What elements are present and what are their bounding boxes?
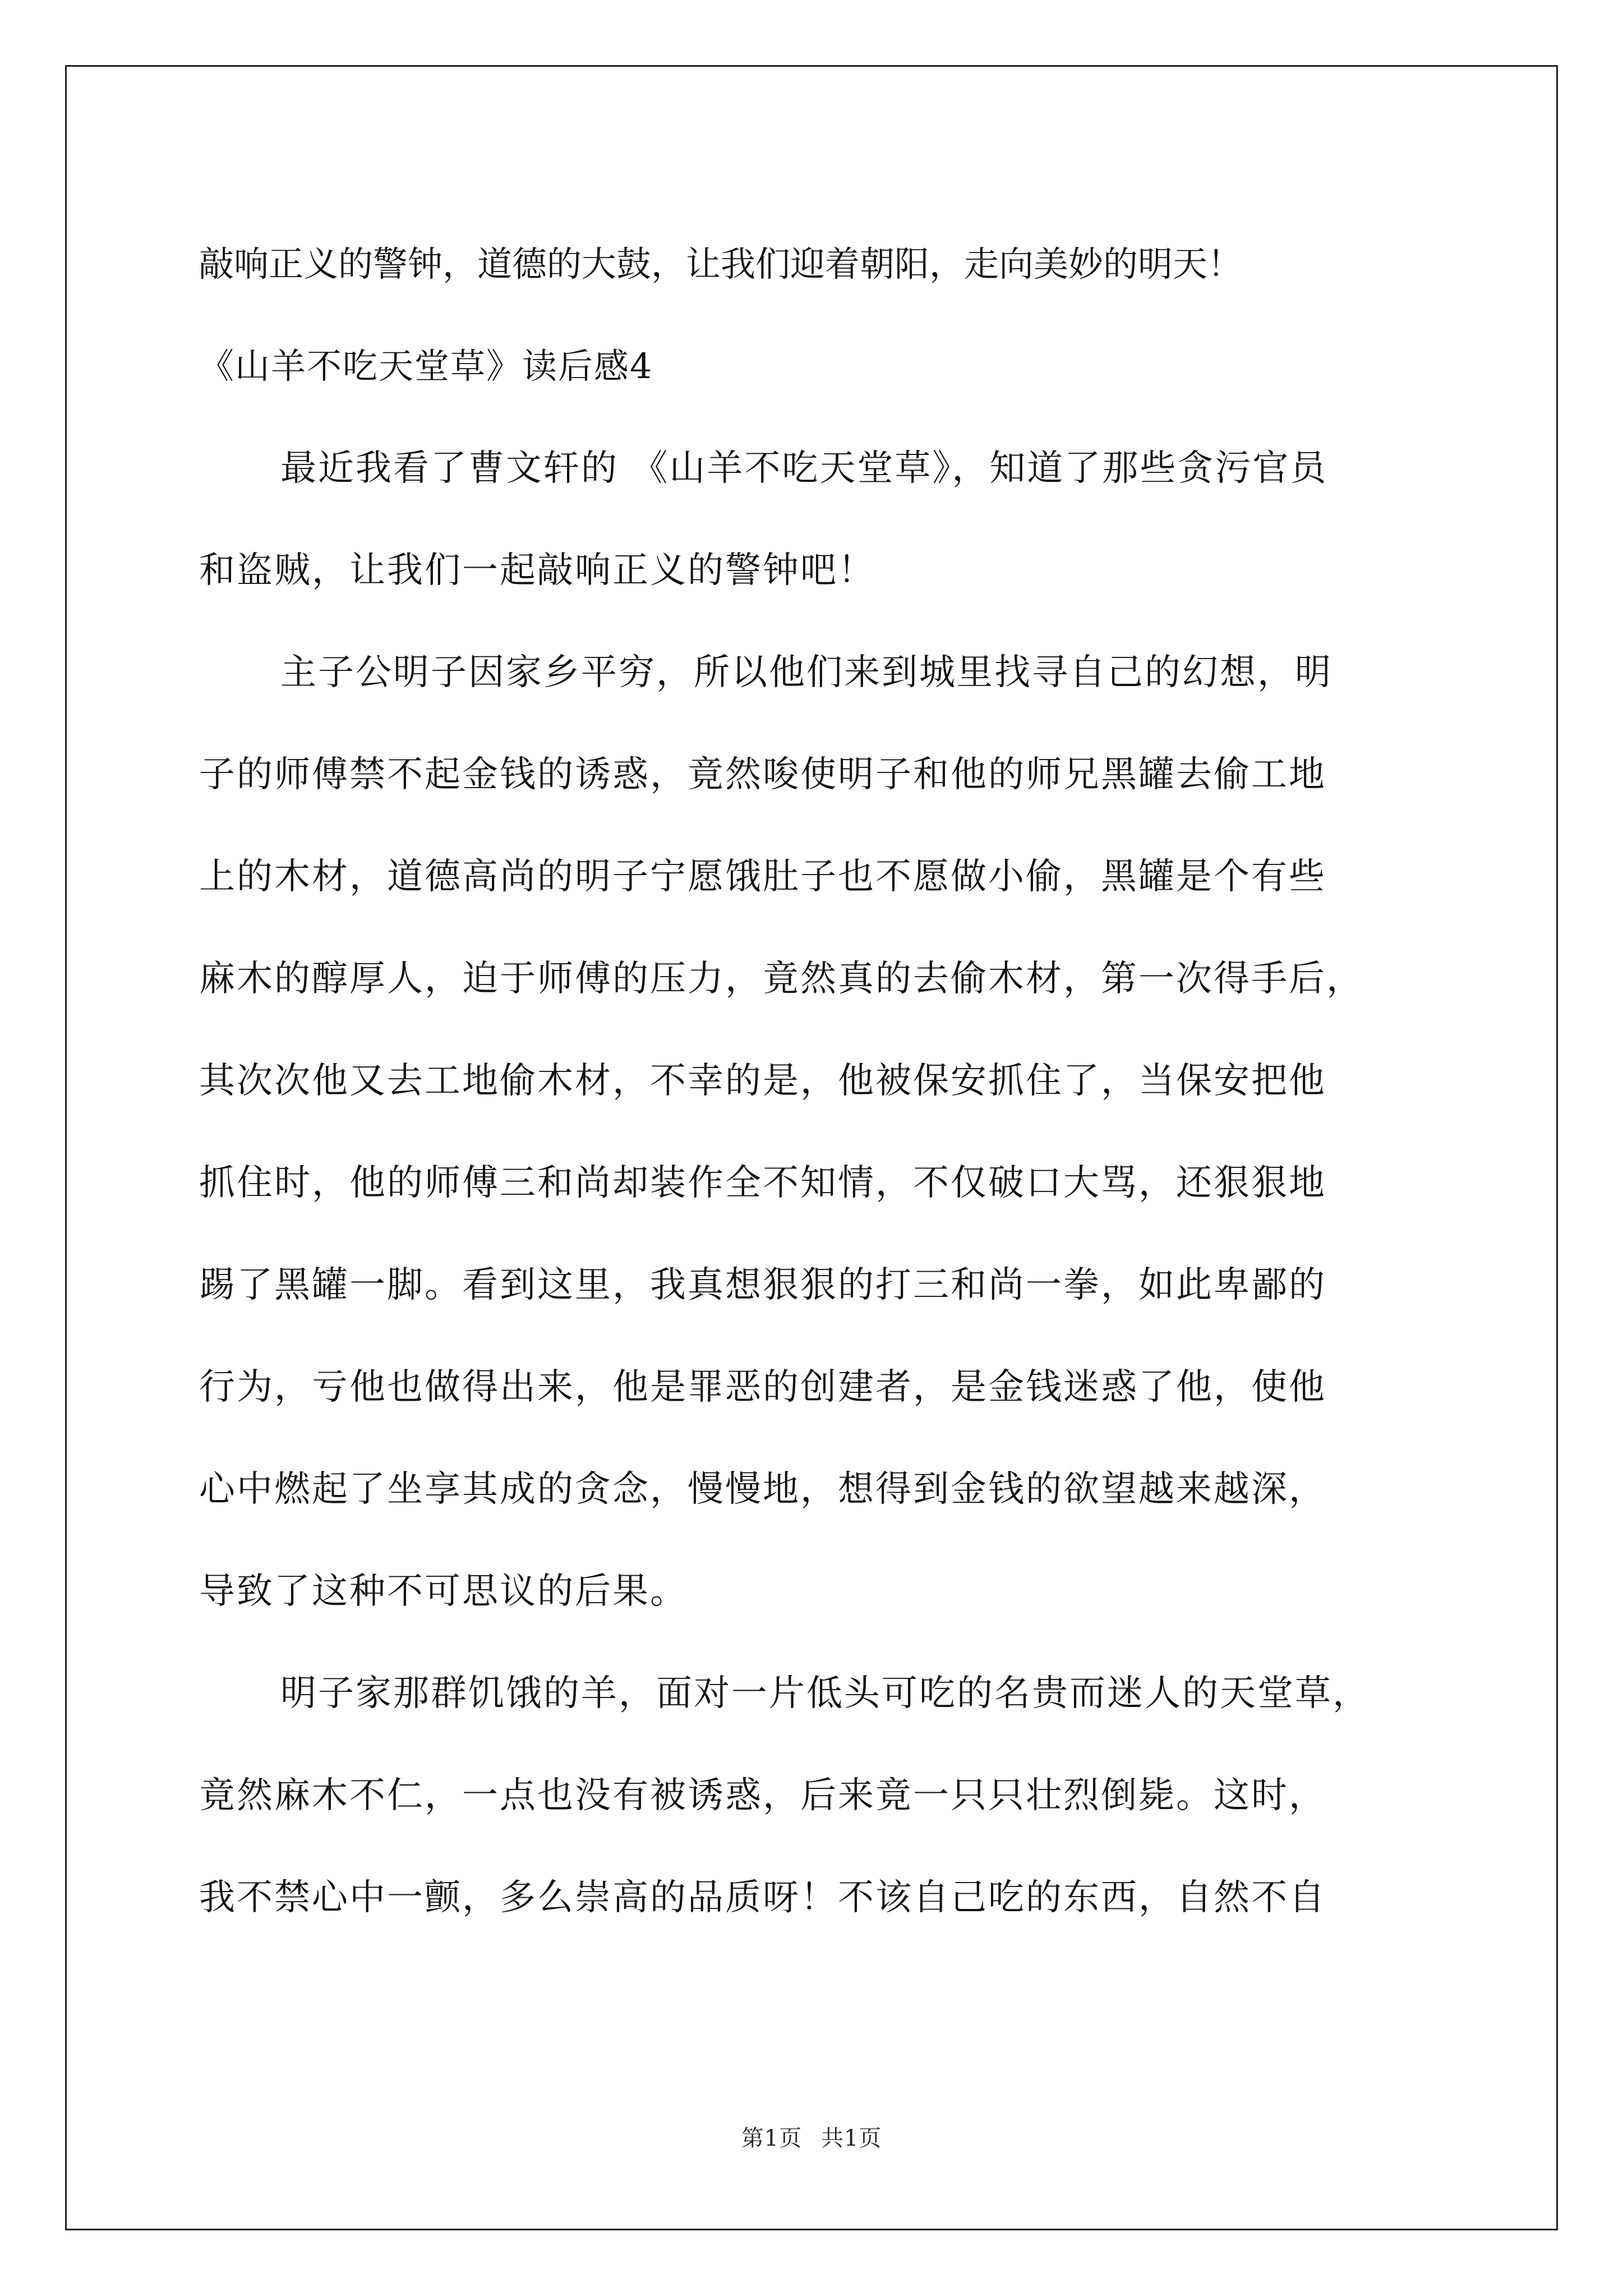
paragraph-1 [199,417,1433,622]
paragraph-line: 上的木材，道德高尚的明子宁愿饿肚子也不愿做小偷，黑罐是个有些 [199,856,1326,898]
paragraph-3 [199,1642,1433,1949]
paragraph-line: 导致了这种不可思议的后果。 [199,1571,688,1612]
paragraph-line: 麻木的醇厚人，迫于师傅的压力，竟然真的去偷木材，第一次得手后， [199,958,1364,1000]
paragraph-line: 和盗贼，让我们一起敲响正义的警钟吧！ [199,550,875,591]
paragraph-line: 明子家那群饥饿的羊，面对一片低头可吃的名贵而迷人的天堂草， [280,1673,1370,1714]
page-footer [0,2120,1623,2152]
paragraph-2 [199,622,1433,1642]
page-number: 第1页 [741,2125,803,2151]
continuation-line: 敲响正义的警钟，道德的大鼓，让我们迎着朝阳，走向美妙的明天！ [199,243,1243,284]
paragraph-line: 踢了黑罐一脚。看到这里，我真想狠狠的打三和尚一拳，如此卑鄙的 [199,1264,1326,1306]
paragraph-line: 竟然麻木不仁，一点也没有被诱惑，后来竟一只只壮烈倒毙。这时， [199,1775,1326,1816]
paragraph-line: 主子公明子因家乡平穷，所以他们来到城里找寻自己的幻想，明 [280,652,1332,693]
paragraph-line: 抓住时，他的师傅三和尚却装作全不知情，不仅破口大骂，还狠狠地 [199,1162,1326,1204]
paragraph-line: 子的师傅禁不起金钱的诱惑，竟然唆使明子和他的师兄黑罐去偷工地 [199,754,1326,795]
total-pages: 共1页 [820,2125,882,2151]
paragraph-line: 最近我看了曹文轩的 《山羊不吃天堂草》，知道了那些贪污官员 [280,448,1328,489]
paragraph-line: 行为，亏他也做得出来，他是罪恶的创建者，是金钱迷惑了他，使他 [199,1366,1326,1408]
paragraph-line: 我不禁心中一颤，多么崇高的品质呀！不该自己吃的东西，自然不自 [199,1877,1326,1918]
paragraph-line: 心中燃起了坐享其成的贪念，慢慢地，想得到金钱的欲望越来越深， [199,1469,1326,1510]
section-title: 《山羊不吃天堂草》读后感4 [199,346,653,386]
document-body [199,213,1433,1949]
paragraph-line: 其次次他又去工地偷木材，不幸的是，他被保安抓住了，当保安把他 [199,1060,1326,1102]
